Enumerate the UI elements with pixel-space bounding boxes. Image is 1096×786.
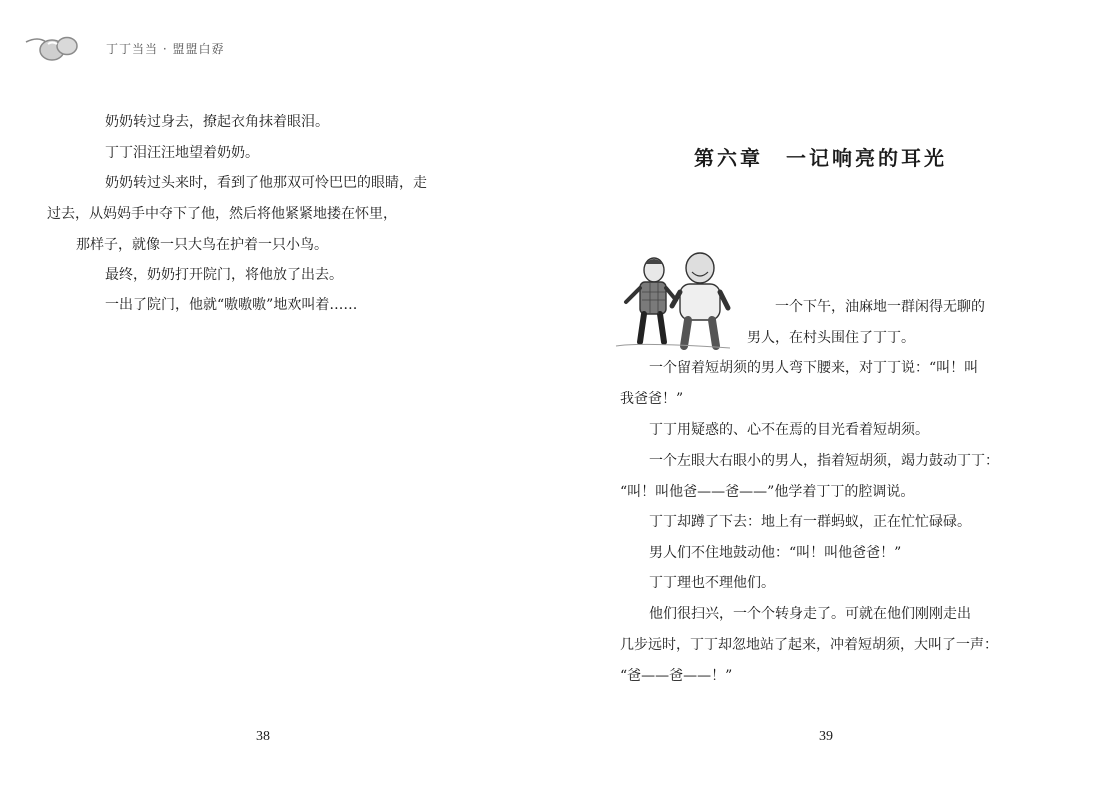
paragraph [620, 538, 1030, 569]
text-line: 一个留着短胡须的男人弯下腰来，对丁丁说：“叫！叫 [649, 360, 979, 376]
text-line: 那样子，就像一只大鸟在护着一只小鸟。 [76, 236, 328, 253]
gourd-icon [24, 28, 84, 64]
series-title: 丁丁当当 · 盟盟白孬 [106, 42, 225, 56]
text-line: 一个下午，油麻地一群闲得无聊的 [775, 299, 985, 315]
paragraph [620, 568, 1030, 599]
text-line: 丁丁理也不理他们。 [649, 575, 775, 591]
paragraph [620, 599, 1030, 691]
text-line: 几步远时，丁丁却忽地站了起来，冲着短胡须，大叫了一声： [620, 636, 998, 653]
paragraph [620, 507, 1030, 538]
text-line: 奶奶转过头来时，看到了他那双可怜巴巴的眼睛，走 [105, 175, 427, 191]
text-line: “爸——爸——！” [620, 667, 733, 684]
chapter-title: 第六章 一记响亮的耳光 [694, 146, 947, 170]
text-line: 过去，从妈妈手中夺下了他，然后将他紧紧地搂在怀里， [47, 205, 397, 222]
paragraph [76, 260, 476, 291]
text-line: 丁丁却蹲了下去：地上有一群蚂蚁，正在忙忙碌碌。 [649, 514, 971, 530]
paragraph [76, 290, 476, 321]
text-line: 男人们不住地鼓动他：“叫！叫他爸爸！” [649, 545, 902, 561]
text-line: 最终，奶奶打开院门，将他放了出去。 [105, 267, 343, 283]
text-line: 奶奶转过身去，撩起衣角抹着眼泪。 [105, 114, 329, 130]
paragraph [620, 446, 1030, 508]
page-number-left: 38 [256, 729, 270, 744]
page-number-right: 39 [819, 729, 833, 744]
paragraph [47, 168, 476, 260]
text-line: 我爸爸！” [620, 390, 684, 407]
text-line: 丁丁用疑惑的、心不在焉的目光看着短胡须。 [649, 422, 929, 438]
series-logo [24, 28, 225, 64]
paragraph [620, 415, 1030, 446]
paragraph [620, 292, 1030, 354]
paragraph [76, 107, 476, 138]
paragraph [76, 138, 476, 169]
text-line: 一个左眼大右眼小的男人，指着短胡须，竭力鼓动丁丁： [649, 453, 999, 469]
text-line: 丁丁泪汪汪地望着奶奶。 [105, 145, 259, 161]
text-line: “叫！叫他爸——爸——”他学着丁丁的腔调说。 [620, 483, 915, 500]
text-line: 一出了院门，他就“嗷嗷嗷”地欢叫着…… [105, 297, 358, 313]
text-line: 他们很扫兴，一个个转身走了。可就在他们刚刚走出 [649, 606, 971, 622]
paragraph [620, 353, 1030, 415]
text-line: 男人，在村头围住了丁丁。 [747, 329, 915, 346]
